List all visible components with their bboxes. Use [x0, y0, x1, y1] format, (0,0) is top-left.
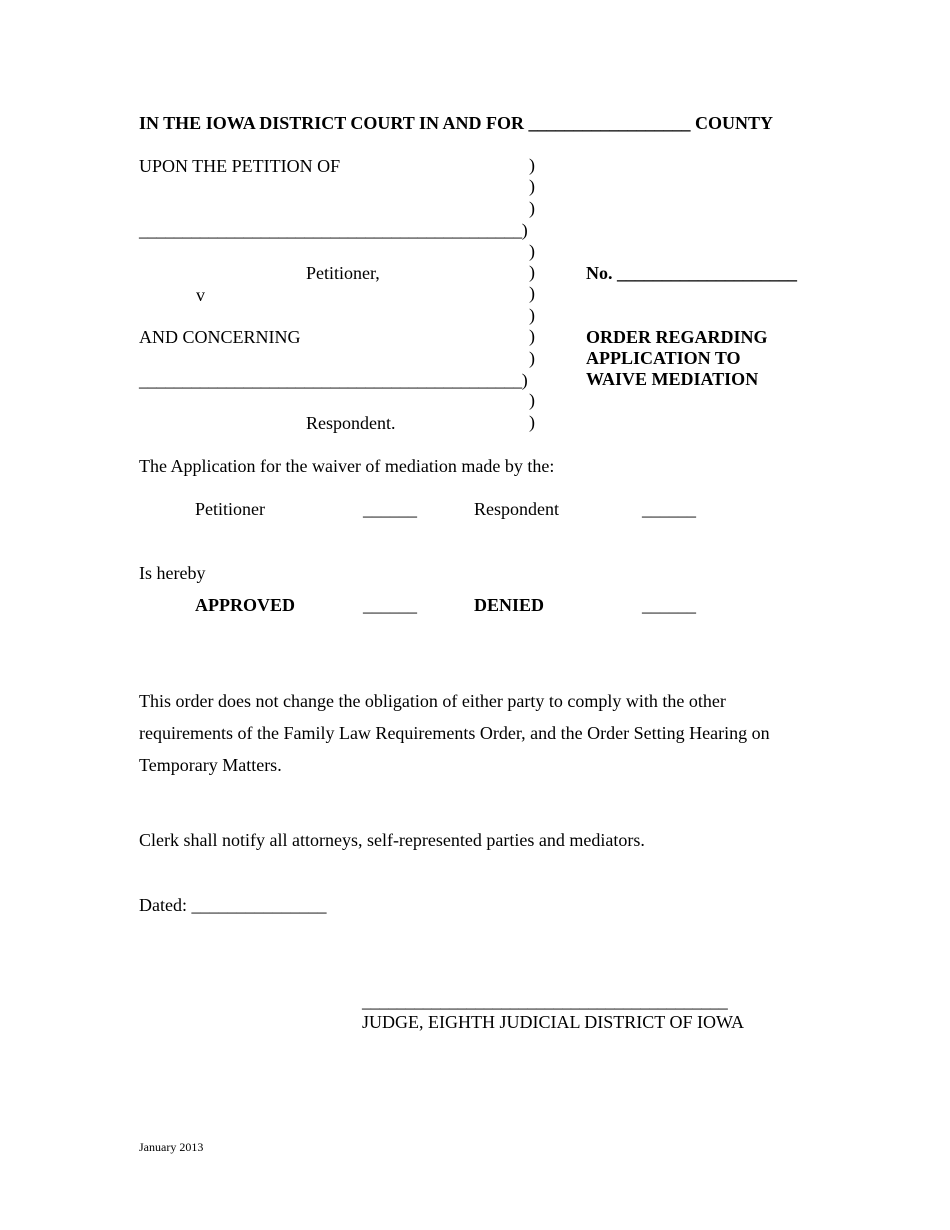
approved-label: APPROVED	[195, 595, 295, 615]
caption-paren: )	[529, 240, 535, 261]
caption-paren	[529, 369, 541, 390]
order-title-line: ORDER REGARDING	[586, 327, 768, 347]
caption-divider	[529, 155, 541, 433]
court-header-prefix: IN THE IOWA DISTRICT COURT IN AND FOR	[139, 113, 524, 133]
dated-field	[139, 894, 326, 916]
case-number-label: No.	[586, 263, 613, 283]
petitioner-name-line[interactable]: ____________________________________________)	[139, 220, 528, 240]
respondent-name-line[interactable]: ____________________________________________)	[139, 370, 528, 390]
footer-date: January 2013	[139, 1140, 204, 1154]
order-title-line: APPLICATION TO	[586, 348, 741, 368]
caption-paren: )	[529, 411, 535, 432]
respondent-label: Respondent.	[306, 413, 396, 433]
obligation-paragraph: This order does not change the obligation of either party to comply with the other requirements of the Family Law Requirements Order, and the Order Setting Hearing on Temporary Matters.	[139, 691, 770, 775]
court-header	[139, 112, 773, 134]
application-intro: The Application for the waiver of mediation made by the:	[139, 456, 555, 476]
petitioner-label: Petitioner,	[306, 263, 380, 283]
denied-checkbox-blank[interactable]: ______	[642, 595, 696, 615]
order-title-line: WAIVE MEDIATION	[586, 369, 759, 389]
respondent-option-label: Respondent	[474, 499, 559, 519]
respondent-checkbox-blank[interactable]: ______	[642, 499, 696, 519]
caption-paren: )	[529, 197, 535, 218]
versus-label: v	[196, 285, 205, 305]
judge-signature-label: JUDGE, EIGHTH JUDICIAL DISTRICT OF IOWA	[362, 1012, 744, 1032]
petitioner-checkbox-blank[interactable]: ______	[363, 499, 417, 519]
court-header-suffix: COUNTY	[694, 113, 773, 133]
denied-label: DENIED	[474, 595, 545, 615]
case-number	[586, 262, 797, 284]
case-number-blank[interactable]: ____________________	[617, 263, 797, 283]
dated-blank[interactable]: _______________	[191, 895, 327, 915]
caption-paren: )	[529, 326, 535, 347]
caption-paren: )	[529, 304, 535, 325]
caption-paren: )	[529, 261, 535, 282]
county-blank[interactable]: __________________	[528, 113, 691, 133]
approved-checkbox-blank[interactable]: ______	[363, 595, 417, 615]
clerk-notice: Clerk shall notify all attorneys, self-represented parties and mediators.	[139, 830, 645, 850]
judge-signature-line[interactable]: __________________________________________	[362, 991, 728, 1011]
petitioner-option-label: Petitioner	[195, 499, 265, 519]
caption-paren: )	[529, 155, 535, 175]
caption-paren: )	[529, 347, 535, 368]
and-concerning-label: AND CONCERNING	[139, 327, 301, 347]
upon-petition-label: UPON THE PETITION OF	[139, 156, 341, 176]
dated-label: Dated:	[139, 895, 187, 915]
is-hereby-label: Is hereby	[139, 563, 206, 583]
caption-paren: )	[529, 176, 535, 197]
caption-paren: )	[529, 390, 535, 411]
caption-paren: )	[529, 283, 535, 304]
caption-paren	[529, 219, 541, 240]
